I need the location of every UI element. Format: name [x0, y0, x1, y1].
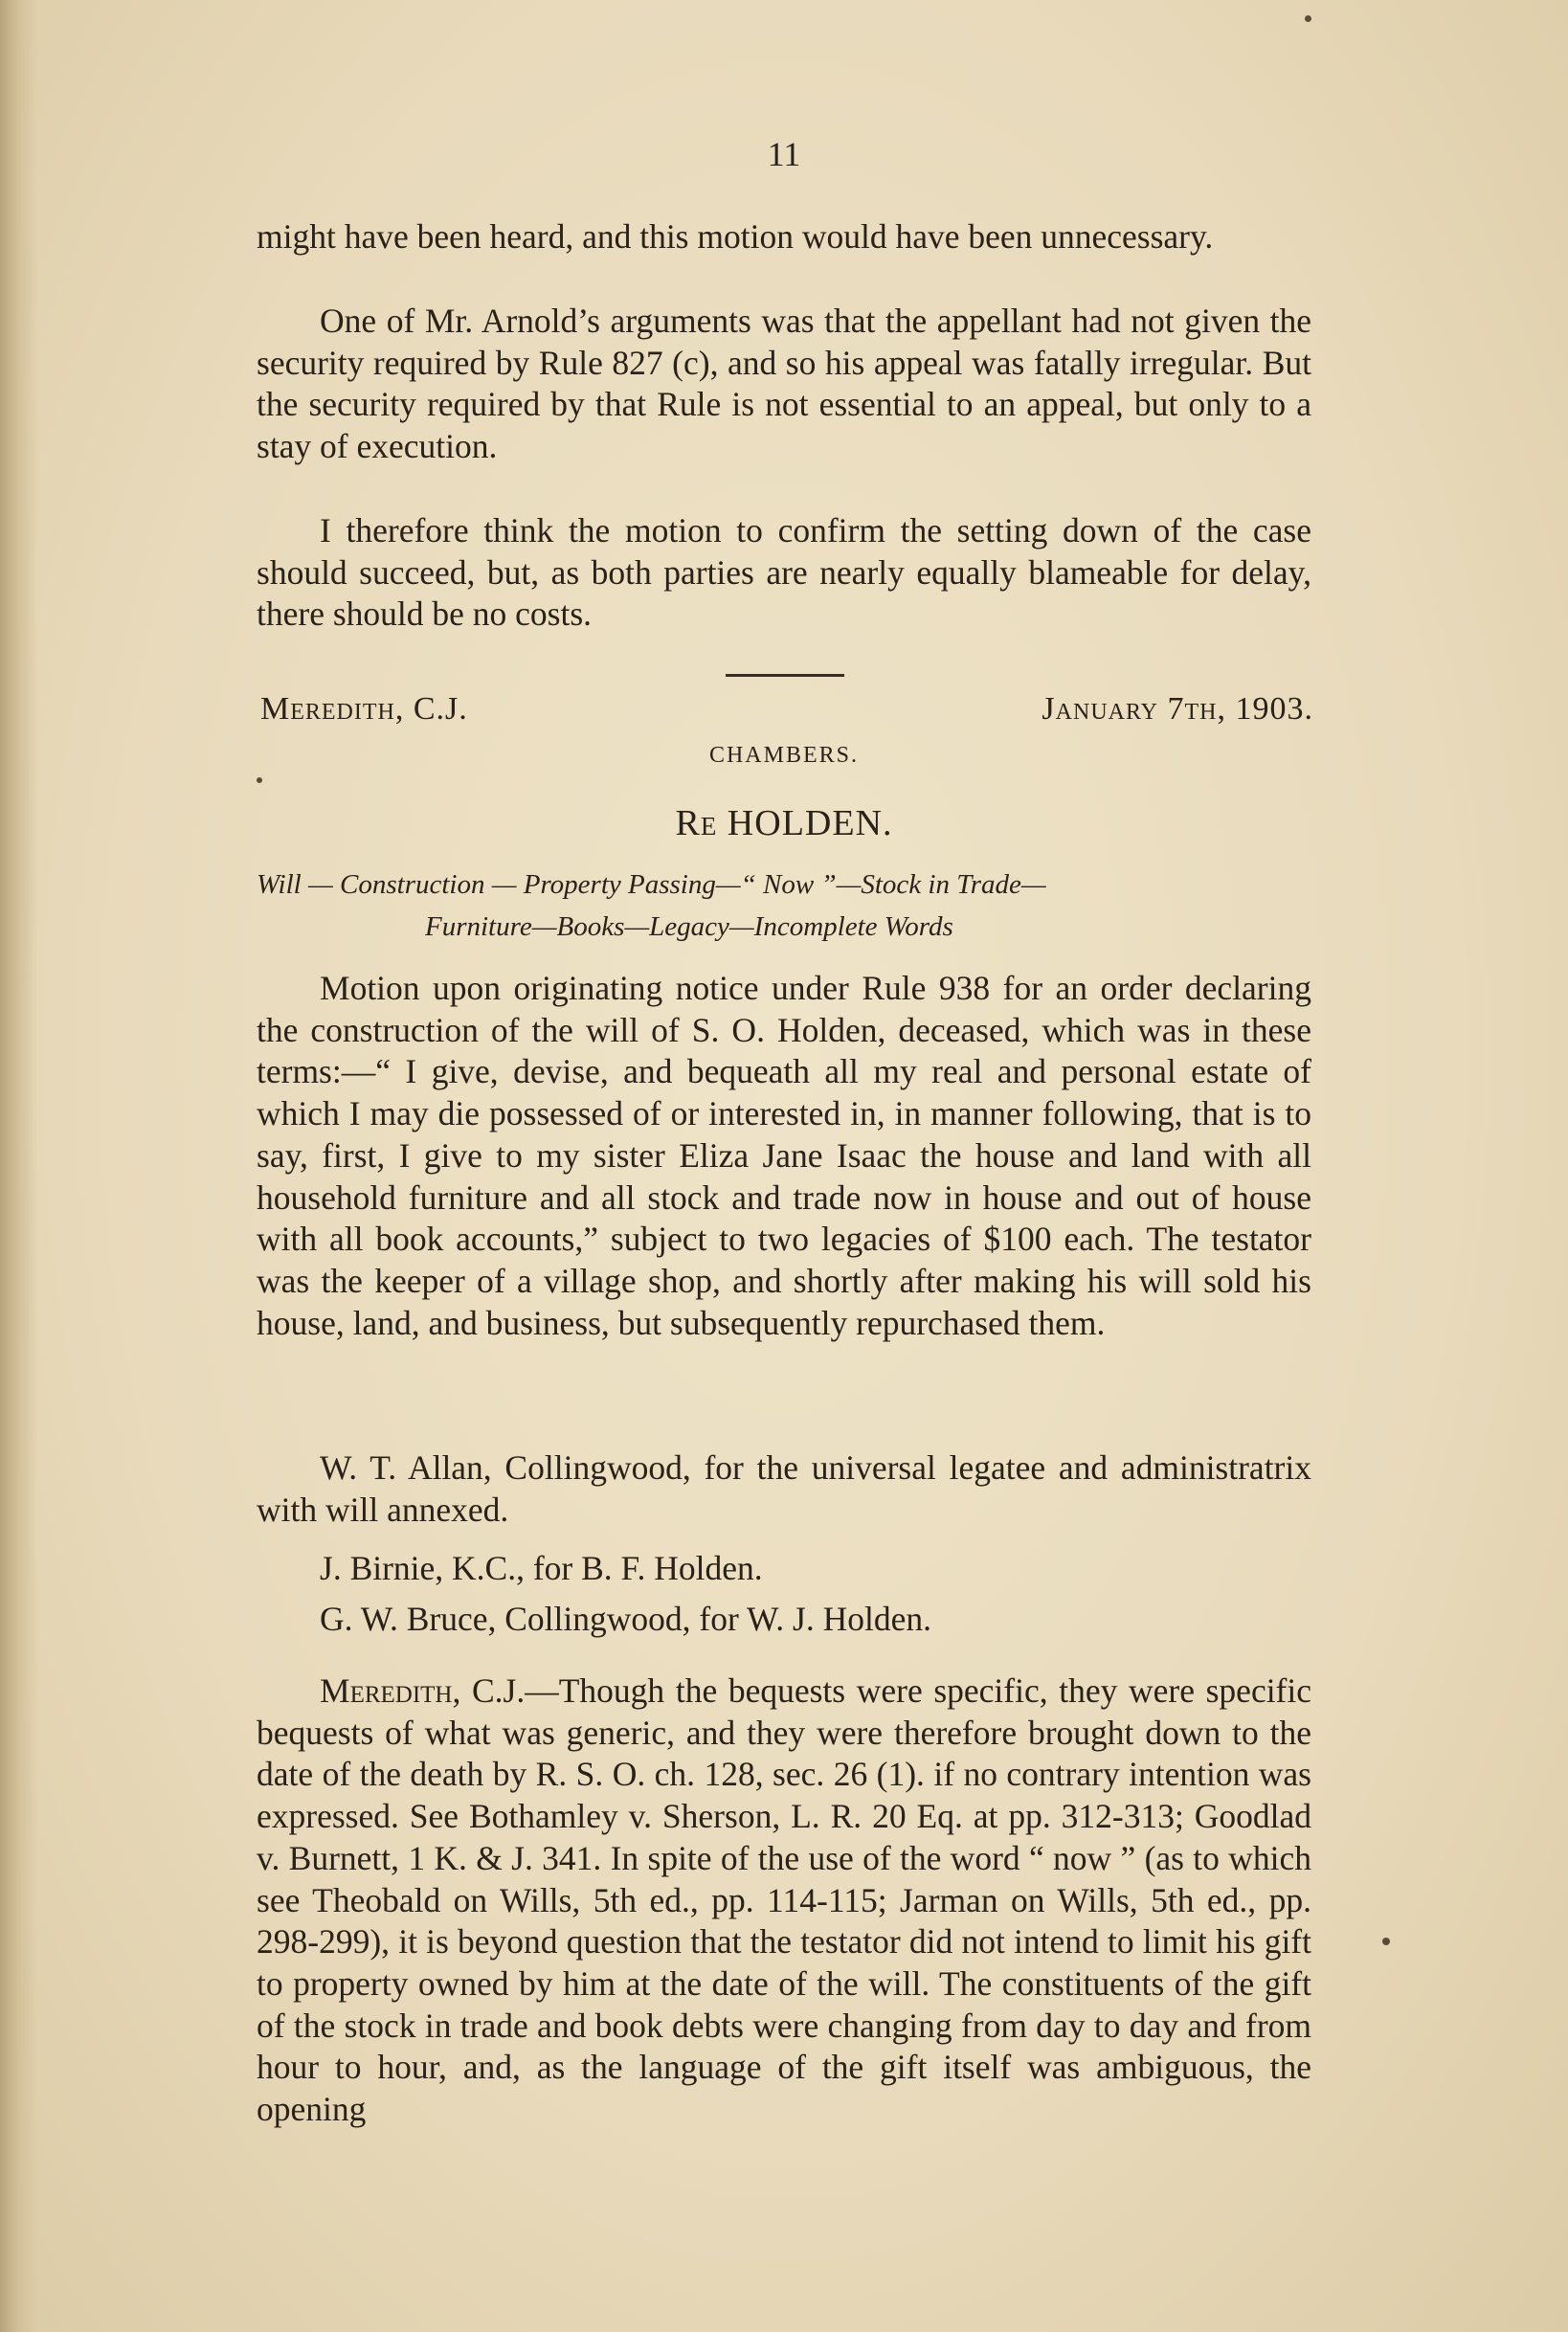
- case-venue: CHAMBERS.: [708, 743, 860, 768]
- page-number: 11: [767, 135, 801, 173]
- headnote-line-2: Furniture—Books—Legacy—Incomplete Words: [425, 911, 953, 942]
- counsel-entry: G. W. Bruce, Collingwood, for W. J. Holden.: [320, 1600, 931, 1638]
- counsel-entry: W. T. Allan, Collingwood, for the universal legatee and administratrix with will annexed.: [257, 1448, 1311, 1529]
- paper-speck: [1382, 1938, 1390, 1945]
- counsel-entry: J. Birnie, K.C., for B. F. Holden.: [320, 1549, 763, 1587]
- headnote-line-1: Will — Construction — Property Passing—“ Now ”—Stock in Trade—: [257, 869, 1046, 900]
- section-divider: [726, 674, 844, 677]
- paragraph-arguments: One of Mr. Arnold’s arguments was that the appellant had not given the security required by Rule 827 (c), and so his appeal was fatally irregular. But the security required by that Rule is not essential to an appeal, but only to a stay of execution.: [257, 302, 1311, 466]
- page-gutter-shadow: [0, 0, 38, 2332]
- case-judge: Meredith, C.J.: [260, 691, 468, 727]
- case-date: January 7th, 1903.: [1042, 691, 1313, 727]
- judgment-speaker: Meredith, C.J.: [320, 1671, 526, 1710]
- paper-speck: [1305, 15, 1311, 22]
- headnote: [257, 863, 1311, 948]
- case-title: Re HOLDEN.: [675, 803, 893, 843]
- paragraph-conclusion: I therefore think the motion to confirm the setting down of the case should succeed, but, as both parties are nearly equally blameable for delay, there should be no costs.: [257, 511, 1311, 634]
- paper-speck: [257, 777, 262, 783]
- judgment-text: —Though the bequests were specific, they were specific bequests of what was generic, and they were therefore brought down to the date of the death by R. S. O. ch. 128, sec. 26 (1). if no contrary intention was expressed. See Bothamley v. Sherson, L. R. 20 Eq. at pp. 312-313; Goodlad v. Burnett, 1 K. & J. 341. In spite of the use of the word “ now ” (as to which see Theobald on Wills, 5th ed., pp. 114-115; Jarman on Wills, 5th ed., pp. 298-299), it is beyond question that the testator did not intend to limit his gift to property owned by him at the date of the will. The constituents of the gift of the stock in trade and book debts were changing from day to day and from hour to hour, and, as the language of the gift itself was ambiguous, the opening: [257, 1671, 1311, 2129]
- motion-paragraph: Motion upon originating notice under Rule 938 for an order declaring the construction of the will of S. O. Holden, deceased, which was in these terms:—“ I give, devise, and bequeath all my real and personal estate of which I may die possessed of or interested in, in manner following, that is to say, first, I give to my sister Eliza Jane Isaac the house and land with all household furniture and all stock and trade now in house and out of house with all book accounts,” subject to two legacies of $100 each. The testator was the keeper of a village shop, and shortly after making his will sold his house, land, and business, but subsequently repurchased them.: [257, 969, 1311, 1342]
- judgment-paragraph: [257, 1671, 1311, 2131]
- case-judge-date-line: [260, 691, 1313, 728]
- continued-paragraph: might have been heard, and this motion would have been unnecessary.: [257, 217, 1214, 256]
